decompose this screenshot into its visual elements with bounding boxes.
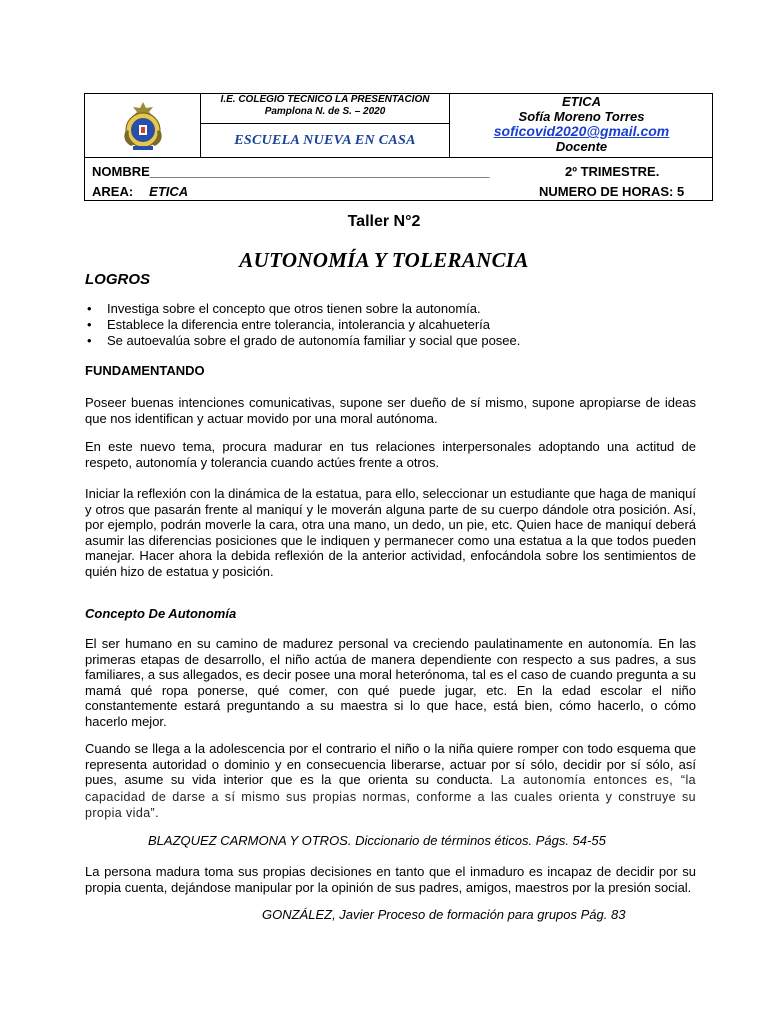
area-value: ETICA	[149, 184, 189, 199]
hours-label: NUMERO DE HORAS: 5	[539, 184, 685, 199]
area-label: AREA:	[92, 184, 134, 199]
paragraph-4: El ser humano en su camino de madurez personal va creciendo paulatinamente en autonomía. En las primeras etapas de desarrollo, el niño actúa de manera dependiente con respecto a sus padres, a sus familiares, a sus allegados, es decir posee una moral heterónoma, tal es el caso de cuando pregunta a su mamá qué ropa ponerse, qué comer, con qué puede jugar, etc. En la edad escolar el niño constantemente estará preguntando a su maestra si lo que hace, está bien, cómo hacerlo, o cómo hacerlo mejor.	[85, 636, 696, 729]
list-item: • Se autoevalúa sobre el grado de autonomía familiar y social que posee.	[85, 333, 520, 349]
school-name: I.E. COLEGIO TECNICO LA PRESENTACION	[220, 94, 430, 105]
program-box	[201, 123, 449, 158]
autonomy-definition-quote: La autonomía entonces es, “la capacidad de darse a sí mismo sus propias normas, conforme a las cuales orienta y construye su propia vida”.	[85, 773, 696, 820]
paragraph-2: En este nuevo tema, procura madurar en tus relaciones interpersonales adoptando una actitud de respeto, autonomía y tolerancia cuando actúes frente a otros.	[85, 439, 696, 470]
name-blank: _______________________________________________	[149, 164, 490, 179]
teacher-role: Docente	[555, 139, 608, 154]
paragraph-5-text: Cuando se llega a la adolescencia por el contrario el niño o la niña quiere romper con todo esquema que representa autoridad o dominio y en consecuencia liberarse, actuar por sí sólo, decidir por sí sólo, así pues, asume su vida interior que es la que orienta su conducta.	[85, 741, 696, 787]
school-info-cell	[201, 94, 450, 157]
paragraph-3: Iniciar la reflexión con la dinámica de la estatua, para ello, seleccionar un estudiante que haga de maniquí y otros que pasarán frente al maniquí y le moverán alguna parte de su cuerpo dándole otra posición. Así, por ejemplo, podrán moverle la cara, otra una mano, un dedo, un pie, etc. Quien hace de maniquí deberá asumir las diferencias posiciones que le indiquen y permanecer como una estatua a la que todos pueden manejar. Hacer ahora la debida reflexión de la anterior actividad, enfocándola sobre los sentimientos de quién hizo de estatua y posición.	[85, 486, 696, 579]
trimestre-label: 2º TRIMESTRE.	[565, 164, 660, 179]
concepto-heading: Concepto De Autonomía	[85, 606, 237, 621]
school-city: Pamplona N. de S. – 2020	[264, 106, 386, 117]
logros-heading: LOGROS	[85, 271, 151, 288]
logros-list	[85, 301, 520, 349]
list-item: • Establece la diferencia entre tolerancia, intolerancia y alcahuetería	[85, 317, 520, 333]
subject-title: ETICA	[562, 94, 601, 109]
school-logo	[113, 98, 173, 154]
school-logo-cell	[85, 94, 201, 157]
program-name: ESCUELA NUEVA EN CASA	[234, 133, 416, 148]
teacher-email-link[interactable]: soficovid2020@gmail.com	[493, 123, 670, 139]
reference-1: BLAZQUEZ CARMONA Y OTROS. Diccionario de términos éticos. Págs. 54-55	[148, 833, 606, 848]
list-item: • Investiga sobre el concepto que otros tienen sobre la autonomía.	[85, 301, 520, 317]
reference-2: GONZÁLEZ, Javier Proceso de formación para grupos Pág. 83	[262, 907, 626, 922]
header-top-row	[85, 94, 712, 158]
paragraph-1: Poseer buenas intenciones comunicativas, supone ser dueño de sí mismo, supone apropiarse de ideas que nos identifican y actuar movido por una moral autónoma.	[85, 395, 696, 426]
taller-number: Taller N°2	[347, 213, 421, 230]
teacher-info-cell	[450, 94, 713, 157]
paragraph-6: La persona madura toma sus propias decisiones en tanto que el inmaduro es incapaz de decidir por su propia cuenta, dejándose manipular por la opinión de sus padres, amigos, maestros por la presión social.	[85, 864, 696, 895]
paragraph-5	[85, 741, 696, 822]
fundamentando-heading: FUNDAMENTANDO	[85, 363, 205, 378]
header-fields-row	[85, 158, 712, 201]
document-title: AUTONOMÍA Y TOLERANCIA	[239, 248, 529, 272]
area-field	[92, 184, 188, 199]
teacher-name: Sofía Moreno Torres	[518, 109, 645, 124]
header-table	[84, 93, 713, 201]
name-field	[92, 164, 490, 179]
name-label: NOMBRE	[92, 164, 150, 179]
